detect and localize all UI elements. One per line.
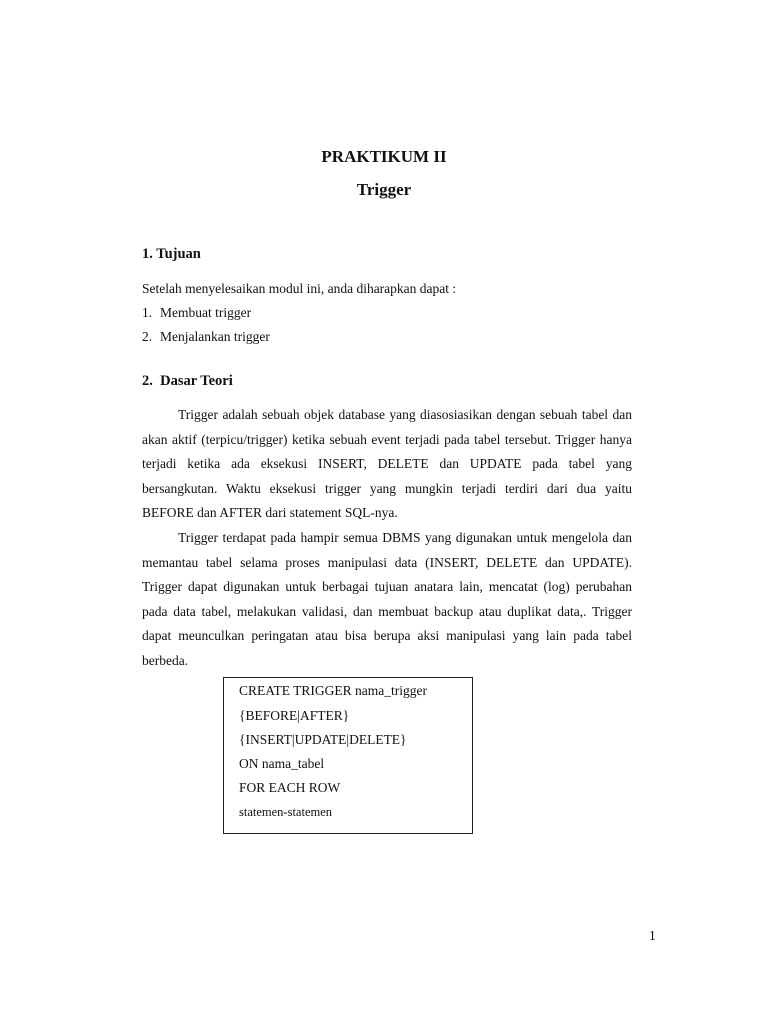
list-item-text: Menjalankan trigger [160, 329, 270, 344]
paragraph: Trigger terdapat pada hampir semua DBMS yang digunakan untuk mengelola dan memantau tabel selama proses manipulasi data (INSERT, DELETE dan UPDATE). Trigger dapat digunakan untuk berbagai tujuan anatara lain, mencatat (log) perubahan pada data tabel, melakukan validasi, dan membuat backup atau duplikat data,. Trigger dapat meunculkan peringatan atau bisa berupa aksi manipulasi yang lain pada tabel berbeda. [142, 530, 632, 668]
section-heading-text: Tujuan [156, 246, 201, 262]
section-heading-dasar-teori [142, 373, 233, 390]
section-intro: Setelah menyelesaikan modul ini, anda diharapkan dapat : [142, 281, 457, 296]
code-line: FOR EACH ROW [239, 780, 341, 795]
list-item [142, 305, 251, 321]
code-line: ON nama_tabel [239, 756, 325, 771]
section-heading-tujuan [142, 246, 201, 263]
section-number: 1. [142, 246, 153, 262]
section-heading-text: Dasar Teori [160, 373, 233, 389]
code-syntax-box [223, 677, 473, 834]
page-number: 1 [649, 928, 656, 943]
document-title: PRAKTIKUM II [321, 147, 447, 166]
code-line: statemen-statemen [239, 805, 333, 819]
list-item-text: Membuat trigger [160, 305, 252, 320]
list-item-number: 2. [142, 329, 153, 344]
code-line: CREATE TRIGGER nama_trigger [239, 683, 427, 698]
code-line: {INSERT|UPDATE|DELETE} [239, 732, 407, 747]
section-number: 2. [142, 373, 153, 389]
code-line: {BEFORE|AFTER} [239, 708, 350, 723]
list-item [142, 329, 270, 345]
list-item-number: 1. [142, 305, 153, 320]
document-subtitle: Trigger [356, 180, 412, 199]
paragraph: Trigger adalah sebuah objek database yang diasosiasikan dengan sebuah tabel dan akan aktif (terpicu/trigger) ketika sebuah event terjadi pada tabel tersebut. Trigger hanya terjadi ketika ada eksekusi INSERT, DELETE dan UPDATE pada tabel yang bersangkutan. Waktu eksekusi trigger yang mungkin terjadi terdiri dari dua yaitu BEFORE dan AFTER dari statement SQL-nya. [142, 407, 632, 521]
